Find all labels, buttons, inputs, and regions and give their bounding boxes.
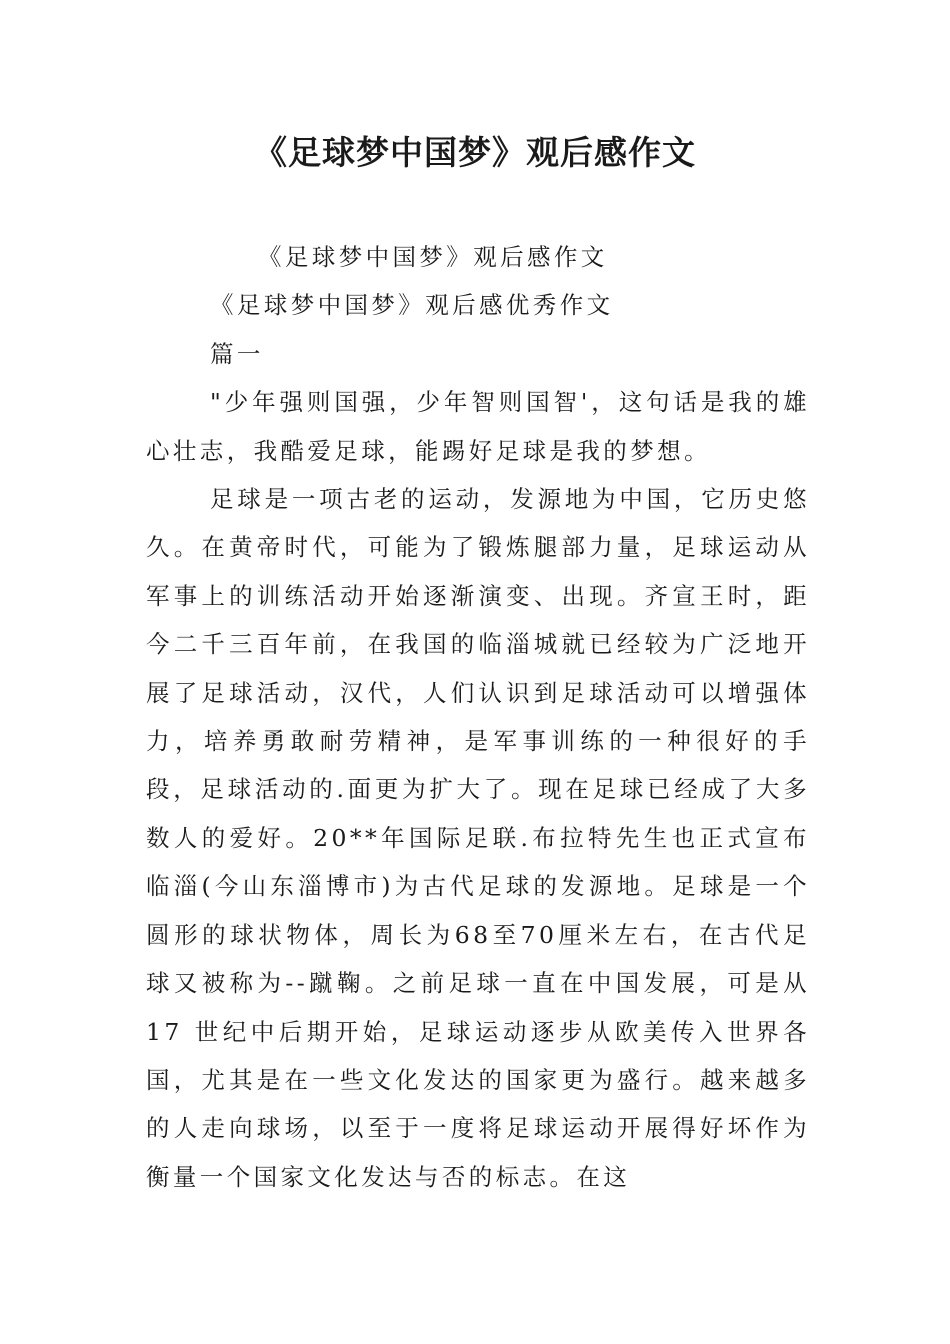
document-title: 《足球梦中国梦》观后感作文 bbox=[254, 133, 696, 172]
subtitle-line: 《足球梦中国梦》观后感作文 bbox=[258, 243, 608, 271]
subtitle-line-2: 《足球梦中国梦》观后感优秀作文 bbox=[210, 291, 614, 320]
paragraph-1: "少年强则国强，少年智则国智'，这句话是我的雄心壮志，我酷爱足球，能踢好足球是我的梦想。 bbox=[146, 388, 810, 465]
section-heading: 篇一 bbox=[210, 339, 264, 368]
document-body bbox=[146, 233, 810, 1201]
paragraph-2: 足球是一项古老的运动，发源地为中国，它历史悠久。在黄帝时代，可能为了锻炼腿部力量，足球运动从军事上的训练活动开始逐渐演变、出现。齐宣王时，距今二千三百年前，在我国的临淄城就已经较为广泛地开展了足球活动，汉代，人们认识到足球活动可以增强体力，培养勇敢耐劳精神，是军事训练的一种很好的手段，足球活动的.面更为扩大了。现在足球已经成了大多数人的爱好。20**年国际足联.布拉特先生也正式宣布临淄(今山东淄博市)为古代足球的发源地。足球是一个圆形的球状物体，周长为68至70厘米左右，在古代足球又被称为--蹴鞠。之前足球一直在中国发展，可是从 17 世纪中后期开始，足球运动逐步从欧美传入世界各国，尤其是在一些文化发达的国家更为盛行。越来越多的人走向球场，以至于一度将足球运动开展得好坏作为衡量一个国家文化发达与否的标志。在这 bbox=[146, 485, 810, 1191]
